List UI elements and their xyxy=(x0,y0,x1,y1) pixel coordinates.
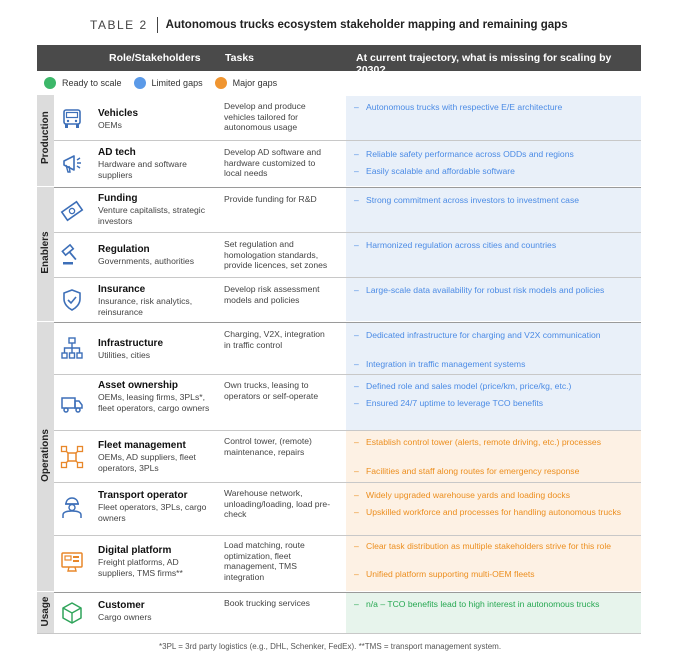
gap-item: – Unified platform supporting multi-OEM fleets xyxy=(354,569,535,579)
stakeholder-sub: OEMs, leasing firms, 3PLs*, fleet operators, cargo owners xyxy=(98,392,210,413)
gap-item: – Harmonized regulation across cities and countries xyxy=(354,240,557,250)
gap-item: – Upskilled workforce and processes for handling autonomous trucks xyxy=(354,507,622,517)
gap-item: – n/a – TCO benefits lead to high interest in autonomous trucks xyxy=(354,599,600,609)
table-row-funding xyxy=(54,187,641,232)
gap-item: – Widely upgraded warehouse yards and loading docks xyxy=(354,490,570,500)
stakeholder-name: Insurance xyxy=(98,284,146,295)
table-row-digital-platform xyxy=(54,535,641,591)
group-usage-label: Usage xyxy=(40,596,51,627)
legend-major-label: Major gaps xyxy=(232,78,278,88)
stakeholder-sub: Hardware and software suppliers xyxy=(98,159,187,180)
gap-item: – Clear task distribution as multiple stakeholders strive for this role xyxy=(354,541,612,551)
gap-item: – Dedicated infrastructure for charging and V2X communication xyxy=(354,330,601,340)
table-row-insurance xyxy=(54,277,641,321)
table-row-vehicles xyxy=(54,95,641,140)
monitor-icon xyxy=(60,550,84,574)
task-text: Control tower, (remote) maintenance, repairs xyxy=(224,436,312,457)
group-operations xyxy=(37,322,54,591)
table-title: Autonomous trucks ecosystem stakeholder mapping and remaining gaps xyxy=(165,19,568,31)
table-header xyxy=(37,45,641,76)
gap-cell xyxy=(346,431,641,482)
legend-major-dot xyxy=(215,77,227,89)
header-role: Role/Stakeholders xyxy=(109,52,201,64)
hierarchy-icon xyxy=(60,336,84,360)
legend-major xyxy=(215,77,278,89)
header-tasks: Tasks xyxy=(225,52,254,64)
task-text: Develop risk assessment models and policies xyxy=(224,284,320,305)
table-row-fleet-management xyxy=(54,430,641,482)
gap-item: – Reliable safety performance across ODDs and regions xyxy=(354,149,574,159)
gap-cell xyxy=(346,141,641,186)
legend-limited xyxy=(134,77,203,89)
truck-front-icon xyxy=(60,107,84,131)
stakeholder-sub: OEMs xyxy=(98,120,122,130)
table-row-asset-ownership xyxy=(54,374,641,430)
table-row-transport-operator xyxy=(54,482,641,535)
gap-item: – Facilities and staff along routes for emergency response xyxy=(354,466,580,476)
task-text: Provide funding for R&D xyxy=(224,194,317,204)
legend-limited-label: Limited gaps xyxy=(151,78,203,88)
table-label: TABLE 2 xyxy=(90,18,148,32)
gap-item: – Large-scale data availability for robust risk models and policies xyxy=(354,285,605,295)
gap-item: – Integration in traffic management systems xyxy=(354,359,526,369)
stakeholder-sub: Fleet operators, 3PLs, cargo owners xyxy=(98,502,207,523)
stakeholder-name: Transport operator xyxy=(98,490,188,501)
task-text: Charging, V2X, integration in traffic control xyxy=(224,329,325,350)
gap-item: – Strong commitment across investors to investment case xyxy=(354,195,580,205)
legend-ready-dot xyxy=(44,77,56,89)
table-bottom-border xyxy=(37,633,641,634)
group-operations-label: Operations xyxy=(40,429,51,482)
task-text: Develop AD software and hardware customized to local needs xyxy=(224,147,321,178)
stakeholder-name: Asset ownership xyxy=(98,380,179,391)
gap-cell xyxy=(346,188,641,232)
legend-limited-dot xyxy=(134,77,146,89)
worker-icon xyxy=(60,496,84,520)
stakeholder-sub: Cargo owners xyxy=(98,612,152,622)
gap-cell xyxy=(346,278,641,321)
table-row-infrastructure xyxy=(54,322,641,374)
table-title-row xyxy=(90,16,568,34)
footnote: *3PL = 3rd party logistics (e.g., DHL, Schenker, FedEx). **TMS = transport management system. xyxy=(159,642,502,651)
table-row-regulation xyxy=(54,232,641,277)
truck-icon xyxy=(60,392,84,416)
gap-cell xyxy=(346,593,641,633)
gavel-icon xyxy=(60,243,84,267)
task-text: Own trucks, leasing to operators or self-operate xyxy=(224,380,319,401)
task-text: Set regulation and homologation standards, provide licences, set zones xyxy=(224,239,328,270)
group-usage xyxy=(37,592,54,633)
fleet-network-icon xyxy=(60,445,84,469)
stakeholder-name: Regulation xyxy=(98,244,150,255)
legend-ready-label: Ready to scale xyxy=(62,78,122,88)
gap-cell xyxy=(346,233,641,277)
gap-cell xyxy=(346,483,641,535)
gap-item: – Defined role and sales model (price/km, price/kg, etc.) xyxy=(354,381,572,391)
gap-item: – Establish control tower (alerts, remote driving, etc.) processes xyxy=(354,437,601,447)
stakeholder-name: Funding xyxy=(98,193,138,204)
stakeholder-sub: OEMs, AD suppliers, fleet operators, 3PLs xyxy=(98,452,196,473)
stakeholder-sub: Governments, authorities xyxy=(98,256,195,266)
shield-check-icon xyxy=(60,288,84,312)
gap-cell xyxy=(346,375,641,430)
title-divider xyxy=(157,17,158,33)
task-text: Develop and produce vehicles tailored for autonomous usage xyxy=(224,101,306,132)
gap-cell xyxy=(346,96,641,140)
group-enablers-label: Enablers xyxy=(40,231,51,274)
group-production-label: Production xyxy=(40,111,51,164)
task-text: Load matching, route optimization, fleet management, TMS integration xyxy=(224,540,305,582)
stakeholder-name: Infrastructure xyxy=(98,338,164,349)
gap-item: – Autonomous trucks with respective E/E architecture xyxy=(354,102,563,112)
stakeholder-name: Fleet management xyxy=(98,440,186,451)
task-text: Warehouse network, unloading/loading, load pre-check xyxy=(224,488,331,519)
stakeholder-sub: Venture capitalists, strategic investors xyxy=(98,205,205,226)
gap-item: – Easily scalable and affordable software xyxy=(354,166,515,176)
gap-cell xyxy=(346,536,641,591)
gap-cell xyxy=(346,323,641,374)
stakeholder-name: Digital platform xyxy=(98,545,172,556)
stakeholder-sub: Insurance, risk analytics, reinsurance xyxy=(98,296,193,317)
group-enablers xyxy=(37,187,54,321)
money-icon xyxy=(60,199,84,223)
stakeholder-name: Vehicles xyxy=(98,108,139,119)
megaphone-icon xyxy=(60,152,84,176)
stakeholder-name: AD tech xyxy=(98,147,136,158)
task-text: Book trucking services xyxy=(224,598,310,608)
table-row-ad-tech xyxy=(54,140,641,186)
group-production xyxy=(37,95,54,186)
gap-item: – Ensured 24/7 uptime to leverage TCO benefits xyxy=(354,398,544,408)
legend xyxy=(44,76,289,90)
legend-ready xyxy=(44,77,122,89)
package-icon xyxy=(60,601,84,625)
header-gaps: At current trajectory, what is missing for scaling by 2030? xyxy=(356,52,612,76)
stakeholder-sub: Freight platforms, AD suppliers, TMS firms** xyxy=(98,557,183,578)
stakeholder-name: Customer xyxy=(98,600,145,611)
table-row-customer xyxy=(54,592,641,633)
stakeholder-sub: Utilities, cities xyxy=(98,350,151,360)
